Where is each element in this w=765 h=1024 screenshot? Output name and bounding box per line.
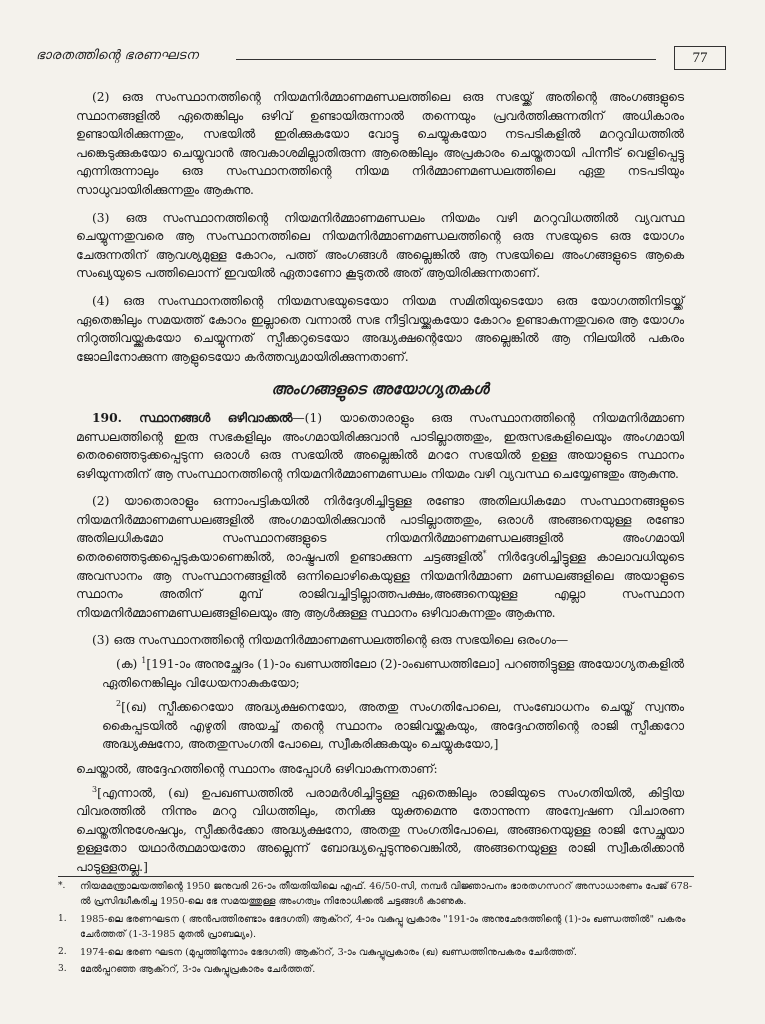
footnotes [58, 876, 694, 977]
clause-ka-text: [191-ാം അനുച്ഛേദം (1)-ാം ഖണ്ഡത്തിലോ (2)-ാംഖണ്ഡത്തിലോ] പറഞ്ഞിട്ടുള്ള അയോഗ്യതകളിൽ ഏതിനെങ്കിലും വിധേയനാകുകയോ; [102, 657, 684, 690]
paragraph-189-2: (2) ഒരു സംസ്ഥാനത്തിന്റെ നിയമനിർമ്മാണമണ്ഡലത്തിലെ ഒരു സഭയ്ക്ക് അതിന്റെ അംഗങ്ങളുടെ സ്ഥാനങ്ങളിൽ ഏതെങ്കിലും ഒഴിവ് ഉണ്ടായിരുന്നാൽ തന്നെയും പ്രവർത്തിക്കുന്നതിന് അധികാരം ഉണ്ടായിരിക്കുന്നതും, സഭയിൽ ഇരിക്കുകയോ വോട്ടു ചെയ്യുകയോ നടപടികളിൽ മററുവിധത്തിൽ പങ്കെടുക്കുകയോ ചെയ്യുവാൻ അവകാശമില്ലാതിരുന്ന ആരെങ്കിലും അപ്രകാരം ചെയ്തതായി പിന്നീട് വെളിപ്പെട്ടു എന്നിരുന്നാലും ഒരു സംസ്ഥാനത്തിന്റെ നിയമ നിർമ്മാണമണ്ഡലത്തിലെ ഏതു നടപടിയും സാധുവായിരിക്കുന്നതും ആകുന്നു. [76, 90, 684, 197]
section-190-2 [76, 492, 684, 622]
page-number: 77 [674, 46, 726, 70]
footnote-mark: 2. [58, 946, 67, 957]
footnote-ref-2: 2 [116, 699, 122, 709]
section-190-1-text: —(1) യാതൊരാളും ഒരു സംസ്ഥാനത്തിന്റെ നിയമനിർമ്മാണ മണ്ഡലത്തിന്റെ ഇരു സഭകളിലും അംഗമായിരിക്കുവാൻ പാടില്ലാത്തതും, ഇരുസഭകളിലെയും അംഗമായി തെരഞ്ഞെടുക്കപ്പെടുന്ന ഒരാൾ ഒരു സഭയിൽ അല്ലെങ്കിൽ മററേ സഭയിൽ ഉള്ള അയാളുടെ സ്ഥാനം ഒഴിയുന്നതിന് ആ സംസ്ഥാനത്തിന്റെ നിയമനിർമ്മാണമണ്ഡലം നിയമം വഴി വ്യവസ്ഥ ചെയ്യേണ്ടതും ആകുന്നു. [76, 410, 684, 481]
section-number: 190. [92, 409, 122, 425]
section-heading: അംഗങ്ങളുടെ അയോഗ്യതകൾ [271, 379, 489, 399]
footnote-item [58, 879, 694, 910]
footnote-ref-1: 1 [141, 655, 147, 665]
footnote-ref-3: 3 [92, 784, 98, 794]
clause-kha [102, 698, 684, 754]
proviso [76, 784, 684, 877]
document-body [76, 88, 684, 886]
proviso-text: [എന്നാൽ, (ഖ) ഉപഖണ്ഡത്തിൽ പരാമർശിച്ചിട്ടുള്ള ഏതെങ്കിലും രാജിയുടെ സംഗതിയിൽ, കിട്ടിയ വിവരത്തിൽ നിന്നും മററു വിധത്തിലും, തനിക്കു യുക്തമെന്നു തോന്നുന്ന അന്വേഷണ വിചാരണ ചെയ്തതിനുശേഷവും, സ്പീക്കർക്കോ അദ്ധ്യക്ഷനോ, അതതു സംഗതിപോലെ, അങ്ങനെയുള്ള രാജി സേച്ഛയാ ഉള്ളതോ യഥാർത്ഥമായതോ അല്ലെന്ന് ബോദ്ധ്യപ്പെടുന്നുവെങ്കിൽ, അങ്ങനെയുള്ള രാജി സ്വീകരിക്കാൻ പാടുള്ളതല്ല.] [76, 785, 684, 874]
footnote-item [58, 945, 694, 960]
footnote-mark: 1. [58, 913, 67, 924]
section-190-2-text-a: (2) യാതൊരാളും ഒന്നാംപട്ടികയിൽ നിർദ്ദേശിച്ചിട്ടുള്ള രണ്ടോ അതിലധികമോ സംസ്ഥാനങ്ങളുടെ നിയമനിർമ്മാണമണ്ഡലങ്ങളിൽ അംഗമായിരിക്കുവാൻ പാടില്ലാത്തതും, ഒരാൾ അങ്ങനെയുള്ള രണ്ടോ അതിലധികമോ സംസ്ഥാനങ്ങളുടെ നിയമനിർമ്മാണമണ്ഡലങ്ങളിൽ അംഗമായി തെരഞ്ഞെടുക്കപ്പെടുകയാണെങ്കിൽ, രാഷ്ട്രപതി ഉണ്ടാക്കുന്ന ചട്ടങ്ങളിൽ [76, 494, 684, 565]
paragraph-189-3: (3) ഒരു സംസ്ഥാനത്തിന്റെ നിയമനിർമ്മാണമണ്ഡലം നിയമം വഴി മററുവിധത്തിൽ വ്യവസ്ഥ ചെയ്യുന്നതുവരെ ആ സംസ്ഥാനത്തിലെ നിയമനിർമ്മാണമണ്ഡലത്തിന്റെ ഒരു സഭയുടെ ഒരു യോഗം ചേരുന്നതിന് ആവശ്യമുള്ള കോറം, പത്ത് അംഗങ്ങൾ അല്ലെങ്കിൽ ആ സഭയിലെ അംഗങ്ങളുടെ ആകെ സംഖ്യയുടെ പത്തിലൊന്ന് ഇവയിൽ ഏതാണോ കൂടുതൽ അത് ആയിരിക്കുന്നതാണ്. [76, 210, 684, 281]
section-190-3: (3) ഒരു സംസ്ഥാനത്തിന്റെ നിയമനിർമ്മാണമണ്ഡലത്തിന്റെ ഒരു സഭയിലെ ഒരംഗം— [92, 633, 569, 648]
footnote-text: 1974-ലെ ഭരണ ഘടന (മുപ്പത്തിമൂന്നാം ഭേദഗതി) ആക്ററ്, 3-ാം വകുപ്പുപ്രകാരം (ഖ) ഖണ്ഡത്തിനുപകരം ചേർത്തത്. [80, 946, 577, 958]
after-clause-text: ചെയ്താൽ, അദ്ദേഹത്തിന്റെ സ്ഥാനം അപ്പോൾ ഒഴിവാകുന്നതാണ്: [76, 762, 438, 776]
section-title: സ്ഥാനങ്ങൾ ഒഴിവാക്കൽ [139, 409, 293, 425]
footnote-text: 1985-ലെ ഭരണഘടന ( അൻപത്തിരണ്ടാം ഭേദഗതി) ആക്ററ്, 4-ാം വകുപ്പു പ്രകാരം "191-ാം അനുഛേദത്തിന്റെ (1)-ാം ഖണ്ഡത്തിൽ" പകരം ചേർത്തത് (1-3-1985 മുതൽ പ്രാബല്യം). [80, 913, 686, 941]
footnote-text: നിയമമന്ത്രാലയത്തിന്റെ 1950 ജനുവരി 26-ാം തീയതിയിലെ എഫ്. 46/50-സി, നമ്പർ വിജ്ഞാപനം ഭാരതഗസററ് അസാധാരണം പേജ് 678-ൽ പ്രസിദ്ധീകരിച്ച 1950-ലെ ഭേ സമയത്തുള്ള അംഗത്വം നിരോധിക്കൽ ചട്ടങ്ങൾ കാണുക. [80, 881, 693, 908]
footnote-item [58, 912, 694, 943]
running-title: ഭാരതത്തിന്റെ ഭരണഘടന [36, 48, 199, 63]
footnote-mark: 3. [58, 964, 67, 975]
section-190-1 [76, 409, 684, 483]
footnote-text: മേൽപ്പറഞ്ഞ ആക്ററ്, 3-ാം വകുപ്പുപ്രകാരം ചേർത്തത്. [80, 964, 316, 976]
page-header [36, 46, 726, 70]
clause-ka [102, 655, 684, 692]
clause-ka-label: (ക) [116, 657, 142, 672]
clause-kha-text: [(ഖ) സ്പീക്കറെയോ അദ്ധ്യക്ഷനെയോ, അതതു സംഗതിപോലെ, സംബോധനം ചെയ്ത് സ്വന്തം കൈപ്പടയിൽ എഴുതി അയച്ച് തന്റെ സ്ഥാനം രാജിവയ്ക്കുകയും, അദ്ദേഹത്തിന്റെ രാജി സ്പീക്കറോ അദ്ധ്യക്ഷനോ, അതതുസംഗതി പോലെ, സ്വീകരിക്കുകയും ചെയ്യുകയോ,] [102, 700, 684, 752]
section-190-2-text-b: നിർദ്ദേശിച്ചിട്ടുള്ള കാലാവധിയുടെ അവസാനം ആ സംസ്ഥാനങ്ങളിൽ ഒന്നിലൊഴികെയുള്ള നിയമനിർമ്മാണ മണ്ഡലങ്ങളിലെ അയാളുടെ സ്ഥാനം അതിന് മുമ്പ് രാജിവച്ചിട്ടില്ലാത്തപക്ഷം,അങ്ങനെയുള്ള എല്ലാ സംസ്ഥാന നിയമനിർമ്മാണമണ്ഡലങ്ങളിലെയും ആ ആൾക്കുള്ള സ്ഥാനം ഒഴിവാകുന്നതും ആകുന്നു. [76, 550, 684, 620]
footnote-mark: *. [58, 881, 66, 891]
header-rule [236, 59, 656, 60]
footnote-item [58, 962, 694, 977]
footnote-ref-star: * [482, 548, 487, 558]
paragraph-189-4: (4) ഒരു സംസ്ഥാനത്തിന്റെ നിയമസഭയുടെയോ നിയമ സമിതിയുടെയോ ഒരു യോഗത്തിനിടയ്ക്ക് ഏതെങ്കിലും സമയത്ത് കോറം ഇല്ലാതെ വന്നാൽ സഭ നീട്ടിവയ്ക്കുകയോ കോറം ഉണ്ടാകുന്നതുവരെ ആ യോഗം നിറുത്തിവയ്ക്കുകയോ ചെയ്യുന്നത് സ്പീക്കറുടെയോ അദ്ധ്യക്ഷന്റെയോ അല്ലെങ്കിൽ ആ നിലയിൽ പകരം ജോലിനോക്കുന്ന ആളുടെയോ കർത്തവ്യമായിരിക്കുന്നതാണ്. [76, 293, 684, 364]
